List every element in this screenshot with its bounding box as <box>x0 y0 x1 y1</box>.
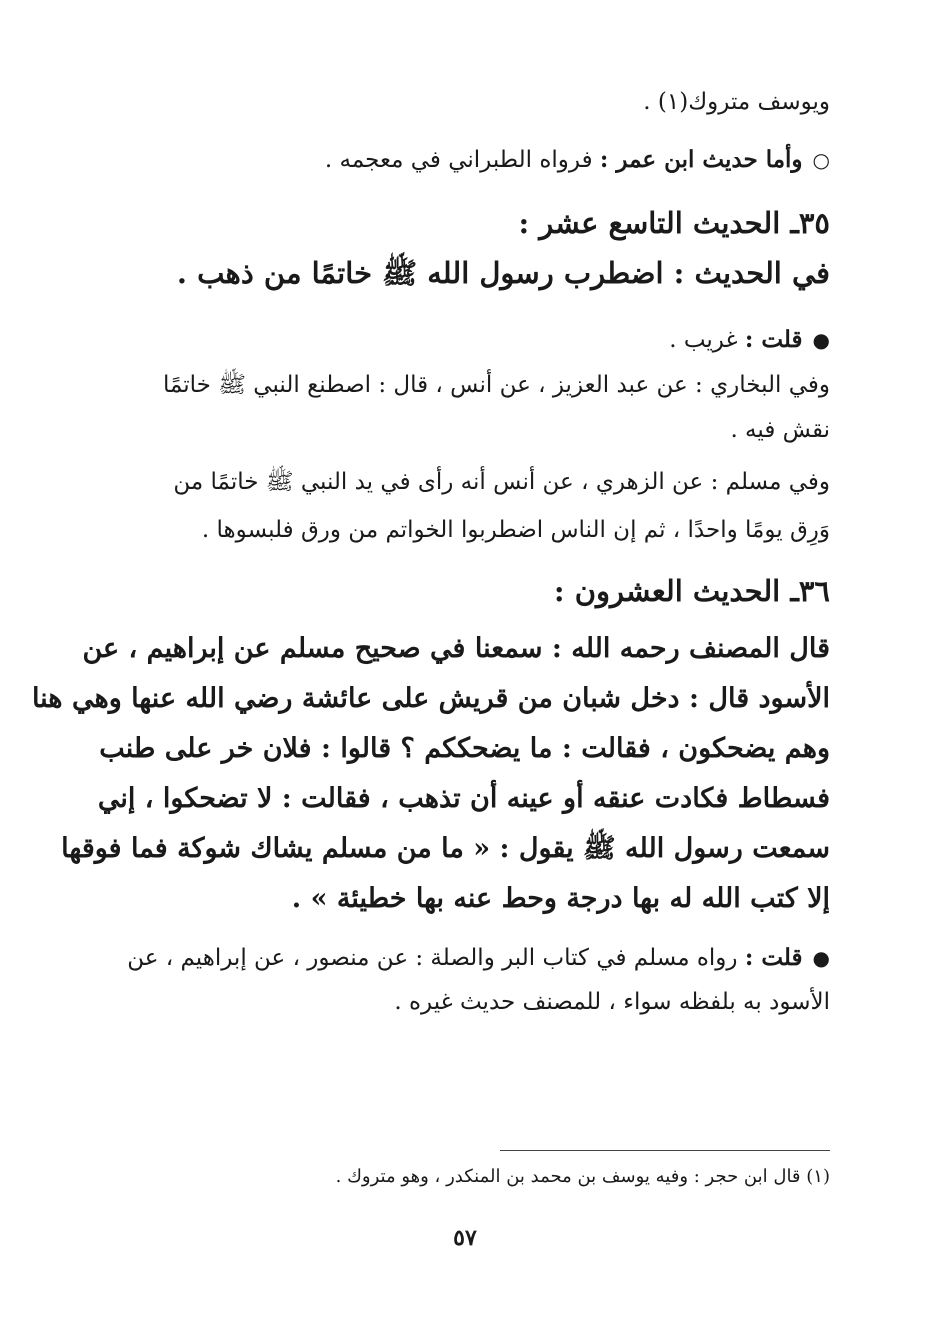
filled-bullet-icon: ● <box>812 946 830 970</box>
text-span: فرواه الطبراني في معجمه . <box>324 147 600 173</box>
hadith-text: الأسود قال : دخل شبان من قريش على عائشة رضي الله عنها وهي هنا <box>31 683 830 714</box>
text-line: وفي مسلم : عن الزهري ، عن أنس أنه رأى في يد النبي ﷺ خاتمًا من <box>173 469 830 495</box>
text-line: وَرِق يومًا واحدًا ، ثم إن الناس اضطربوا الخواتم من ورق فلبسوها . <box>201 517 830 543</box>
comment-line <box>127 938 830 978</box>
circle-bullet-icon: ○ <box>812 148 830 172</box>
text-line: نقش فيه . <box>730 417 830 443</box>
bold-phrase: قلت : <box>744 326 803 353</box>
hadith-text: فسطاط فكادت عنقه أو عينه أن تذهب ، فقالت : لا تضحكوا ، إني <box>97 783 830 814</box>
bold-phrase: وأما حديث ابن عمر : <box>599 146 803 173</box>
hadith-text: قال المصنف رحمه الله : سمعنا في صحيح مسلم عن إبراهيم ، عن <box>82 633 830 664</box>
page-number: ٥٧ <box>453 1225 477 1251</box>
filled-bullet-icon: ● <box>812 328 830 352</box>
hadith-text: في الحديث : اضطرب رسول الله ﷺ خاتمًا من ذهب . <box>176 256 830 290</box>
text-span: غريب . <box>669 327 745 353</box>
bold-phrase: قلت : <box>744 944 803 971</box>
hadith-text: إلا كتب الله له بها درجة وحط عنه بها خطيئة » . <box>291 883 830 914</box>
footnote: (١) قال ابن حجر : وفيه يوسف بن محمد بن المنكدر ، وهو متروك . <box>335 1166 830 1187</box>
hadith-text: وهم يضحكون ، فقالت : ما يضحككم ؟ قالوا : فلان خر على طنب <box>99 733 830 764</box>
hadith-text: سمعت رسول الله ﷺ يقول : « ما من مسلم يشاك شوكة فما فوقها <box>61 833 830 864</box>
footnote-divider <box>500 1150 830 1151</box>
text-line: وفي البخاري : عن عبد العزيز ، عن أنس ، قال : اصطنع النبي ﷺ خاتمًا <box>162 372 830 398</box>
text-span: رواه مسلم في كتاب البر والصلة : عن منصور ، عن إبراهيم ، عن <box>127 945 745 971</box>
comment-line <box>669 320 830 360</box>
section-heading-35: ٣٥ـ الحديث التاسع عشر : <box>518 206 830 240</box>
text-line: الأسود به بلفظه سواء ، للمصنف حديث غيره . <box>394 989 830 1015</box>
text-line: ويوسف متروك(١) . <box>643 89 830 115</box>
text-line <box>325 140 830 180</box>
section-heading-36: ٣٦ـ الحديث العشرون : <box>553 574 830 608</box>
